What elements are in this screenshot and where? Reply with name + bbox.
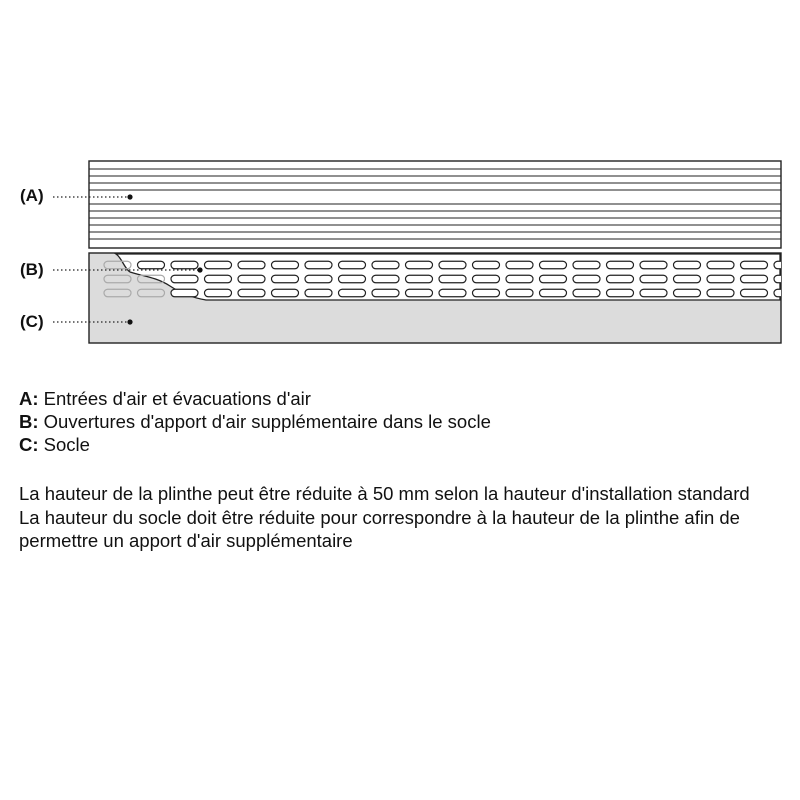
air-slot	[506, 289, 533, 297]
air-slot	[171, 261, 198, 269]
air-slot	[138, 261, 165, 269]
air-grille-a	[89, 161, 781, 248]
air-slot	[305, 261, 332, 269]
air-slot	[305, 275, 332, 283]
air-slot	[774, 275, 800, 283]
air-slot	[573, 289, 600, 297]
callout-a: (A)	[20, 186, 44, 205]
air-slot	[607, 289, 634, 297]
air-slot	[205, 289, 232, 297]
air-slot	[171, 289, 198, 297]
legend-item-c: C: Socle	[19, 434, 90, 455]
air-slot	[573, 261, 600, 269]
air-slot	[473, 275, 500, 283]
air-slot	[406, 261, 433, 269]
air-slot	[406, 289, 433, 297]
air-slot	[171, 275, 198, 283]
air-slot	[674, 289, 701, 297]
air-slot	[774, 261, 800, 269]
air-slot	[372, 289, 399, 297]
air-slot	[238, 261, 265, 269]
air-slot	[573, 275, 600, 283]
note-socle-height: La hauteur du socle doit être réduite pour correspondre à la hauteur de la plinthe afin de permettre un apport d'air supplémentaire	[19, 506, 740, 551]
leader-dot-b	[197, 267, 202, 272]
notes	[19, 482, 764, 553]
air-slot	[339, 261, 366, 269]
air-slot	[238, 289, 265, 297]
air-slot	[406, 275, 433, 283]
air-slot	[607, 261, 634, 269]
callout-b: (B)	[20, 260, 44, 279]
air-slot	[272, 289, 299, 297]
air-slot	[473, 289, 500, 297]
air-slot	[774, 289, 800, 297]
air-slot	[439, 261, 466, 269]
air-slot	[272, 261, 299, 269]
air-slot	[205, 275, 232, 283]
air-slot	[339, 275, 366, 283]
air-slot	[674, 261, 701, 269]
air-slot	[272, 275, 299, 283]
leader-dot-a	[127, 194, 132, 199]
leader-dot-c	[127, 319, 132, 324]
legend-item-b: B: Ouvertures d'apport d'air supplémentaire dans le socle	[19, 411, 491, 432]
legend	[19, 387, 789, 456]
ventilation-diagram	[0, 0, 800, 370]
air-slot	[640, 275, 667, 283]
air-slot	[607, 275, 634, 283]
legend-item-a: A: Entrées d'air et évacuations d'air	[19, 388, 311, 409]
air-slot	[506, 261, 533, 269]
air-openings-b	[104, 261, 800, 297]
air-slot	[506, 275, 533, 283]
air-slot	[205, 261, 232, 269]
air-slot	[741, 289, 768, 297]
note-plinth-height: La hauteur de la plinthe peut être réduite à 50 mm selon la hauteur d'installation standard	[19, 483, 750, 504]
air-slot	[473, 261, 500, 269]
air-slot	[372, 275, 399, 283]
air-slot	[439, 289, 466, 297]
air-slot	[707, 275, 734, 283]
air-slot	[540, 275, 567, 283]
air-slot	[640, 261, 667, 269]
air-slot	[707, 261, 734, 269]
air-slot	[372, 261, 399, 269]
air-slot	[741, 261, 768, 269]
air-slot	[339, 289, 366, 297]
air-slot	[439, 275, 466, 283]
callout-c: (C)	[20, 312, 44, 331]
air-slot	[741, 275, 768, 283]
air-slot	[707, 289, 734, 297]
air-slot	[238, 275, 265, 283]
air-slot	[305, 289, 332, 297]
air-slot	[540, 261, 567, 269]
air-slot	[540, 289, 567, 297]
air-slot	[674, 275, 701, 283]
air-slot	[640, 289, 667, 297]
